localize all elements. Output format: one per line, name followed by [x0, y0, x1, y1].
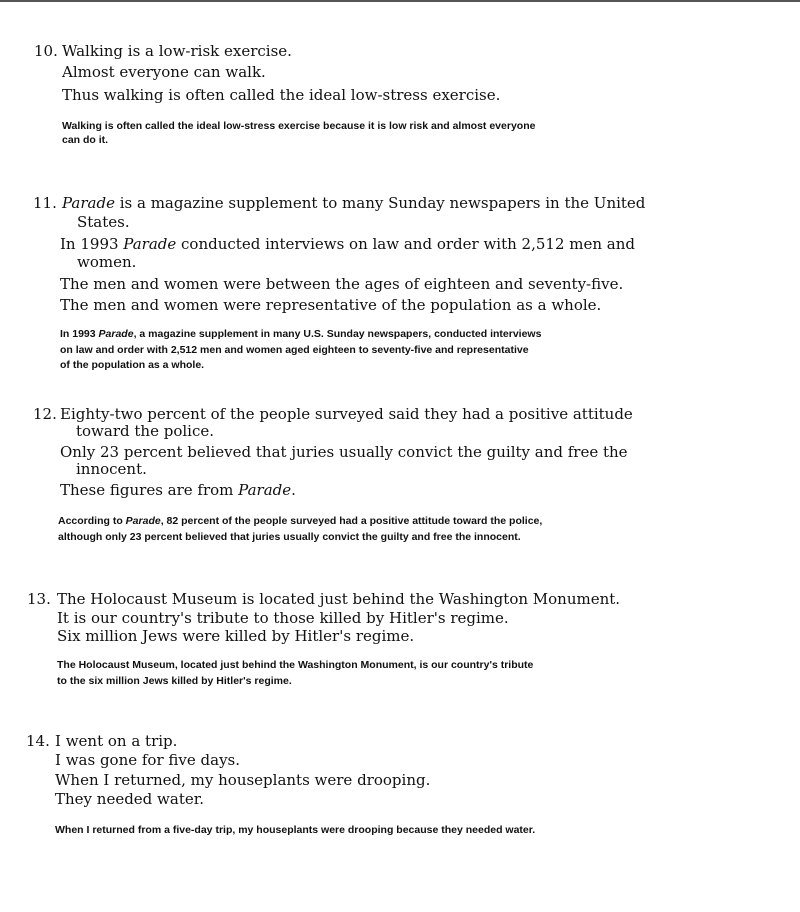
exercise-line: innocent. — [76, 460, 147, 478]
exercise-line: Eighty-two percent of the people surveyed said they had a positive attitude — [60, 405, 633, 423]
answer-line: of the population as a whole. — [60, 359, 205, 371]
exercise-line: Only 23 percent believed that juries usually convict the guilty and free the — [60, 443, 628, 461]
exercise-line: The Holocaust Museum is located just behind the Washington Monument. — [57, 590, 621, 608]
answer-line: Walking is often called the ideal low-stress exercise because it is low risk and almost everyone — [62, 120, 536, 132]
answer-line: According to Parade, 82 percent of the people surveyed had a positive attitude toward the police, — [58, 515, 543, 527]
exercise-number: 12. — [33, 405, 57, 423]
exercise-number: 10. — [34, 42, 58, 60]
answer-line: although only 23 percent believed that juries usually convict the guilty and free the innocent. — [58, 531, 521, 543]
exercise-line: It is our country's tribute to those killed by Hitler's regime. — [57, 609, 509, 627]
exercise-line: women. — [77, 253, 137, 271]
top-rule — [0, 0, 800, 2]
answer-line: When I returned from a five-day trip, my houseplants were drooping because they needed water. — [55, 824, 536, 836]
exercise-line: I went on a trip. — [55, 732, 178, 750]
exercise-line: Parade is a magazine supplement to many Sunday newspapers in the United — [62, 194, 646, 212]
italic-title: Parade — [125, 515, 161, 527]
exercise-line: These figures are from Parade. — [60, 481, 296, 499]
exercise-line: In 1993 Parade conducted interviews on law and order with 2,512 men and — [60, 235, 635, 253]
exercise-line: States. — [77, 213, 130, 231]
exercise-number: 11. — [33, 194, 57, 212]
exercise-line: toward the police. — [76, 422, 214, 440]
exercise-line: Walking is a low-risk exercise. — [62, 42, 292, 60]
exercise-line: Almost everyone can walk. — [62, 63, 266, 81]
answer-line: can do it. — [62, 134, 109, 146]
exercise-line: They needed water. — [55, 790, 205, 808]
exercise-number: 14. — [26, 732, 50, 750]
answer-line: on law and order with 2,512 men and women aged eighteen to seventy-five and representative — [60, 344, 529, 356]
exercise-line: When I returned, my houseplants were drooping. — [55, 771, 431, 789]
italic-title: Parade — [98, 328, 134, 340]
answer-line: The Holocaust Museum, located just behind the Washington Monument, is our country's tribute — [57, 659, 534, 671]
italic-title: Parade — [123, 235, 177, 253]
answer-line: In 1993 Parade, a magazine supplement in many U.S. Sunday newspapers, conducted interviews — [60, 328, 542, 340]
exercise-number: 13. — [27, 590, 51, 608]
answer-line: to the six million Jews killed by Hitler's regime. — [57, 675, 292, 687]
exercise-line: Six million Jews were killed by Hitler's regime. — [57, 627, 415, 645]
italic-title: Parade — [238, 481, 292, 499]
exercise-line: The men and women were representative of the population as a whole. — [60, 296, 602, 314]
exercise-line: The men and women were between the ages of eighteen and seventy-five. — [60, 275, 624, 293]
exercise-line: Thus walking is often called the ideal low-stress exercise. — [62, 86, 501, 104]
exercise-line: I was gone for five days. — [55, 751, 241, 769]
italic-title: Parade — [62, 194, 115, 212]
